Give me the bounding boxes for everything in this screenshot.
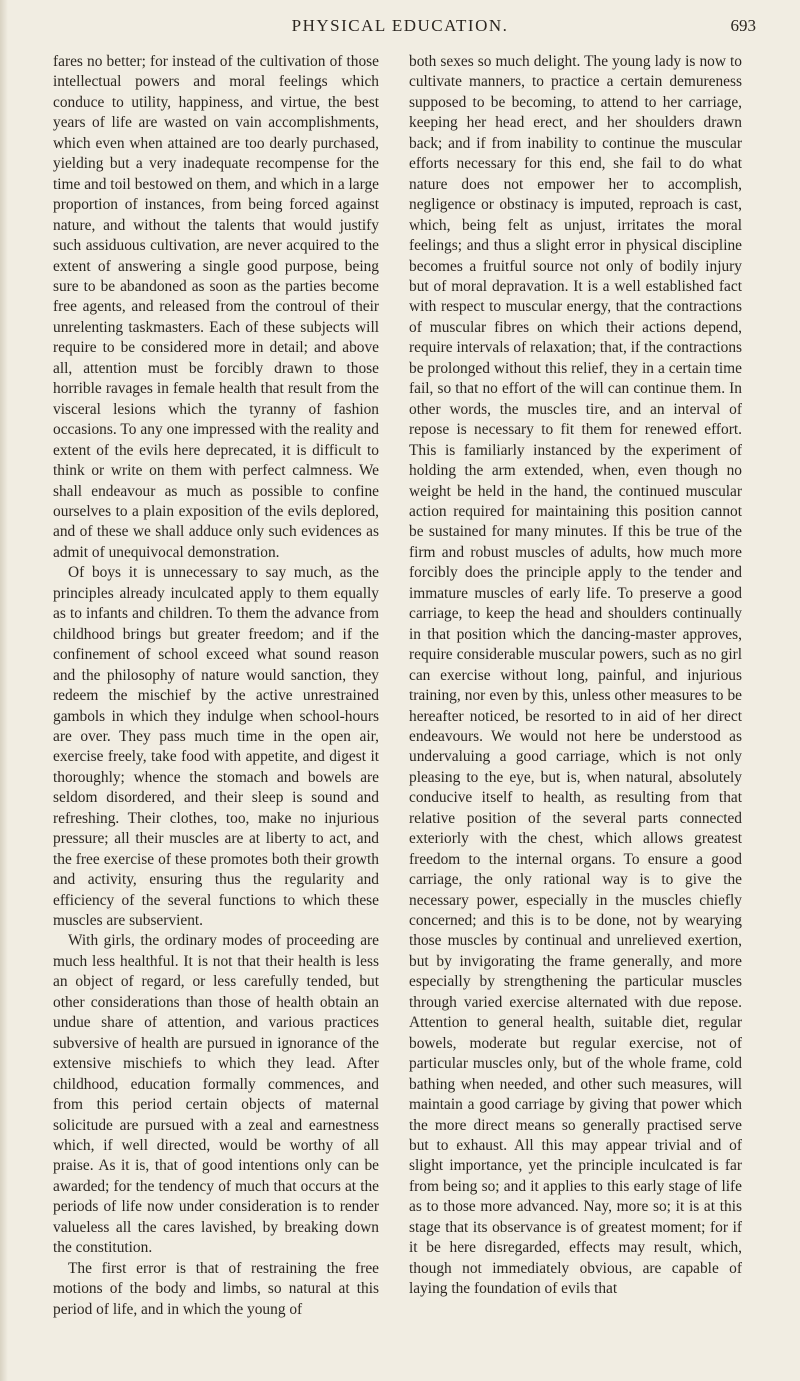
paragraph: The first error is that of restraining the free motions of the body and limbs, so natural at this period of life, and in which the young of xyxy=(53,1259,379,1318)
running-head: PHYSICAL EDUCATION. xyxy=(291,16,509,35)
page-header xyxy=(0,16,800,42)
paragraph: both sexes so much delight. The young lady is now to cultivate manners, to practice a certain demureness supposed to be becoming, to attend to her carriage, keeping her head erect, and her shoulders drawn back; and if from inability to continue the muscular efforts necessary for this end, she fail to do what nature does not empower her to accomplish, negligence or obstinacy is imputed, reproach is cast, which, being felt as unjust, irritates the moral feelings; and thus a slight error in physical discipline becomes a fruitful source not only of bodily injury but of moral depravation. It is a well established fact with respect to muscular energy, that the contractions of muscular fibres on which their actions depend, require intervals of relaxation; that, if the contractions be prolonged without this relief, they in a certain time fail, so that no effort of the will can continue them. In other words, the muscles tire, and an interval of repose is necessary to fit them for renewed effort. This is familiarly instanced by the experiment of holding the arm extended, when, even though no weight be held in the hand, the continued muscular action required for maintaining this position cannot be sustained for many minutes. If this be true of the firm and robust muscles of adults, how much more forcibly does the principle apply to the tender and immature muscles of early life. To preserve a good carriage, to keep the head and shoulders continually in that position which the dancing-master approves, require considerable muscular powers, such as no girl can exercise without long, painful, and injurious training, nor even by this, unless other measures to be hereafter noticed, be resorted to in aid of her direct endeavours. We would not here be understood as undervaluing a good carriage, which is not only pleasing to the eye, but is, when natural, absolutely conducive itself to health, as resulting from that relative position of the several parts connected exteriorly with the chest, which allows greatest freedom to the internal organs. To ensure a good carriage, the only rational way is to give the necessary power, especially in the muscles chiefly concerned; and this is to be done, not by wearying those muscles by continual and unrelieved exertion, but by invigorating the frame generally, and more especially by strengthening the particular muscles through varied exercise alternated with due repose. Attention to general health, suitable diet, regular bowels, moderate but regular exercise, not of particular muscles only, but of the whole frame, cold bathing when needed, and other such measures, will maintain a good carriage by giving that power which the more direct means so generally practised serve but to exhaust. All this may appear trivial and of slight importance, yet the principle inculcated is far from being so; and it applies to this early stage of life as to those more advanced. Nay, more so; it is at this stage that its observance is of greatest moment; for if it be here disregarded, effects may result, which, though not immediately obvious, are capable of laying the foundation of evils that xyxy=(409,53,742,1298)
paragraph: With girls, the ordinary modes of proceeding are much less healthful. It is not that their health is less an object of regard, or less carefully tended, but other considerations than those of health obtain an undue share of attention, and various practices subversive of health are pursued in ignorance of the extensive mischiefs to which they lead. After childhood, education formally commences, and from this period certain objects of maternal solicitude are pursued with a zeal and earnestness which, if well directed, would be worthy of all praise. As it is, that of good intentions only can be awarded; for the tendency of much that occurs at the periods of life now under consideration is to render valueless all the cares lavished, by breaking down the constitution. xyxy=(53,932,379,1257)
paragraph: Of boys it is unnecessary to say much, as the principles already inculcated apply to them equally as to infants and children. To them the advance from childhood brings but greater freedom; and if the confinement of school exceed what sound reason and the philosophy of nature would sanction, they redeem the mischief by the active unrestrained gambols in which they indulge when school-hours are over. They pass much time in the open air, exercise freely, take food with appetite, and digest it thoroughly; whence the stomach and bowels are seldom disordered, and their sleep is sound and refreshing. Their clothes, too, make no injurious pressure; all their muscles are at liberty to act, and the free exercise of these promotes both their growth and activity, ensuring thus the regularity and efficiency of the several functions to which these muscles are subservient. xyxy=(53,564,379,930)
left-column xyxy=(53,52,379,1367)
paragraph: fares no better; for instead of the cultivation of those intellectual powers and moral feelings which conduce to utility, happiness, and virtue, the best years of life are wasted on vain accomplishments, which even when attained are too dearly purchased, yielding but a very inadequate recompense for the time and toil bestowed on them, and which in a large proportion of instances, from being forced against nature, and without the talents that would justify such assiduous cultivation, are never acquired to the extent of answering a single good purpose, being sure to be abandoned as soon as the parties become free agents, and released from the controul of their unrelenting taskmasters. Each of these subjects will require to be considered more in detail; and above all, attention must be forcibly drawn to those horrible ravages in female health that result from the visceral lesions which the tyranny of fashion occasions. To any one impressed with the reality and extent of the evils here deprecated, it is difficult to think or write on them with perfect calmness. We shall endeavour as much as possible to confine ourselves to a plain exposition of the evils deplored, and of these we shall adduce only such evidences as admit of unequivocal demonstration. xyxy=(53,53,379,561)
page-number: 693 xyxy=(730,16,756,35)
right-column xyxy=(409,52,742,1367)
page-edge-shadow xyxy=(0,0,8,1381)
